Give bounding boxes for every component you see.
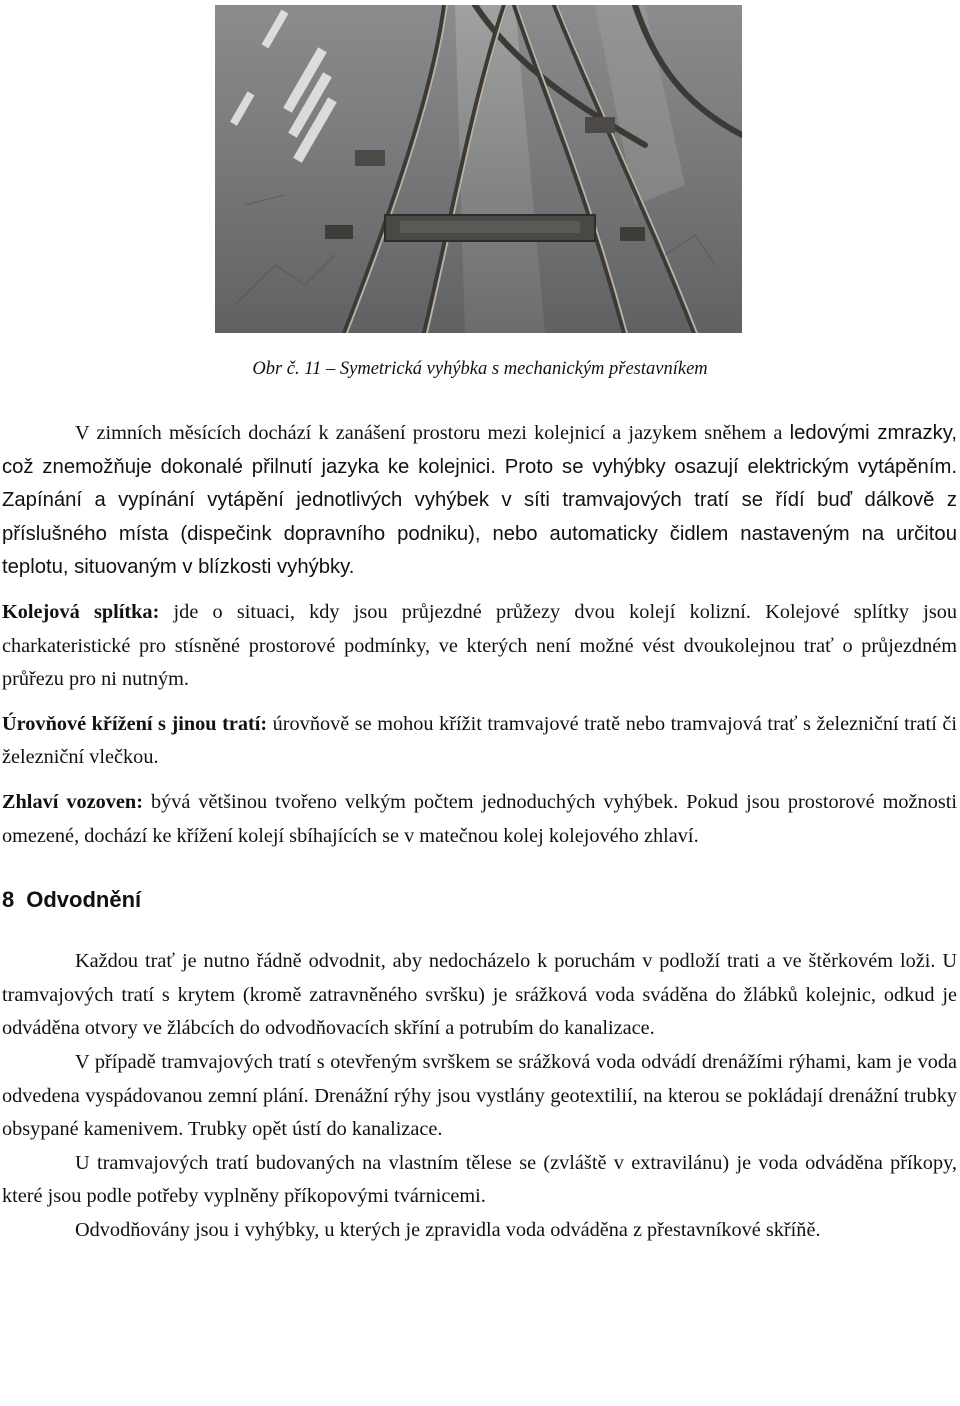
paragraph-urovnove-krizeni (2, 708, 957, 775)
section-title: Odvodnění (26, 887, 142, 913)
term-kolejova-splitka: Kolejová splítka: (2, 600, 160, 623)
paragraph-drainage-3: U tramvajových tratí budovaných na vlastním tělese se (zvláště v extravilánu) je voda odváděna příkopy, které jsou podle potřeby vyplněny příkopovými tvárnicemi. (2, 1151, 957, 1208)
paragraph-kolejova-splitka (2, 596, 957, 697)
paragraph-zhlavi-vozoven (2, 786, 957, 853)
paragraph-drainage-1: Každou trať je nutno řádně odvodnit, aby nedocházelo k poruchám v podloží trati a ve štěrkovém loži. U tramvajových tratí s krytem (kromě zatravněného svršku) je srážková voda sváděna do žlábků kolejnic, odkud je odváděna otvory ve žlábcích do odvodňovacích skříní a potrubím do kanalizace. (2, 950, 957, 1040)
definition-zhlavi-vozoven: bývá většinou tvořeno velkým počtem jednoduchých vyhýbek. Pokud jsou prostorové možnosti omezené, dochází ke křížení kolejí sbíhajících se v matečnou kolej kolejového zhlaví. (2, 790, 958, 847)
section-heading (2, 885, 957, 915)
definition-urovnove-krizeni: úrovňově se mohou křížit tramvajové tratě nebo tramvajová trať s železniční tratí či železniční vlečkou. (2, 712, 957, 769)
paragraph-drainage-2: V případě tramvajových tratí s otevřeným svrškem se srážková voda odvádí drenážími rýhami, kam je voda odvedena vyspádovanou zemní plání. Drenážní rýhy jsou vystlány geotextilií, na kterou se pokládají drenážní trubky obsypané kamenivem. Trubky opět ústí do kanalizace. (2, 1050, 957, 1141)
paragraph-heating-sans: ledovými zmrazky, což znemožňuje dokonalé přilnutí jazyka ke kolejnici. Proto se vyhýbky osazují elektrickým vytápěním. Zapínání a vypínání vytápění jednotlivých vyhýbek v síti tramvajových tratí se řídí buď dálkově z příslušného místa (dispečink dopravního podniku), nebo automaticky čidlem nastaveným na určitou teplotu, situovaným v blízkosti vyhýbky. (2, 422, 957, 579)
term-zhlavi-vozoven: Zhlaví vozoven: (2, 790, 143, 813)
term-urovnove-krizeni: Úrovňové křížení s jinou tratí: (2, 712, 268, 735)
figure-caption: Obr č. 11 – Symetrická vyhýbka s mechanickým přestavníkem (252, 359, 708, 379)
paragraph-heating (2, 417, 957, 585)
paragraph-drainage-4: Odvodňovány jsou i vyhýbky, u kterých je zpravidla voda odváděna z přestavníkové skříňě. (75, 1218, 821, 1241)
document-body (2, 417, 957, 1247)
section-number: 8 (2, 887, 15, 913)
tram-switch-photo (215, 5, 742, 333)
paragraph-heating-serif: V zimních měsících dochází k zanášení prostoru mezi kolejnicí a jazykem sněhem a (75, 422, 790, 444)
definition-kolejova-splitka: jde o situaci, kdy jsou průjezdné průžezy dvou kolejí kolizní. Kolejové splítky jsou charkateristické pro stísněné prostorové podmínky, ve kterých není možné vést dvoukolejnou trať o průjezdném průřezu pro ni nutným. (2, 600, 958, 691)
